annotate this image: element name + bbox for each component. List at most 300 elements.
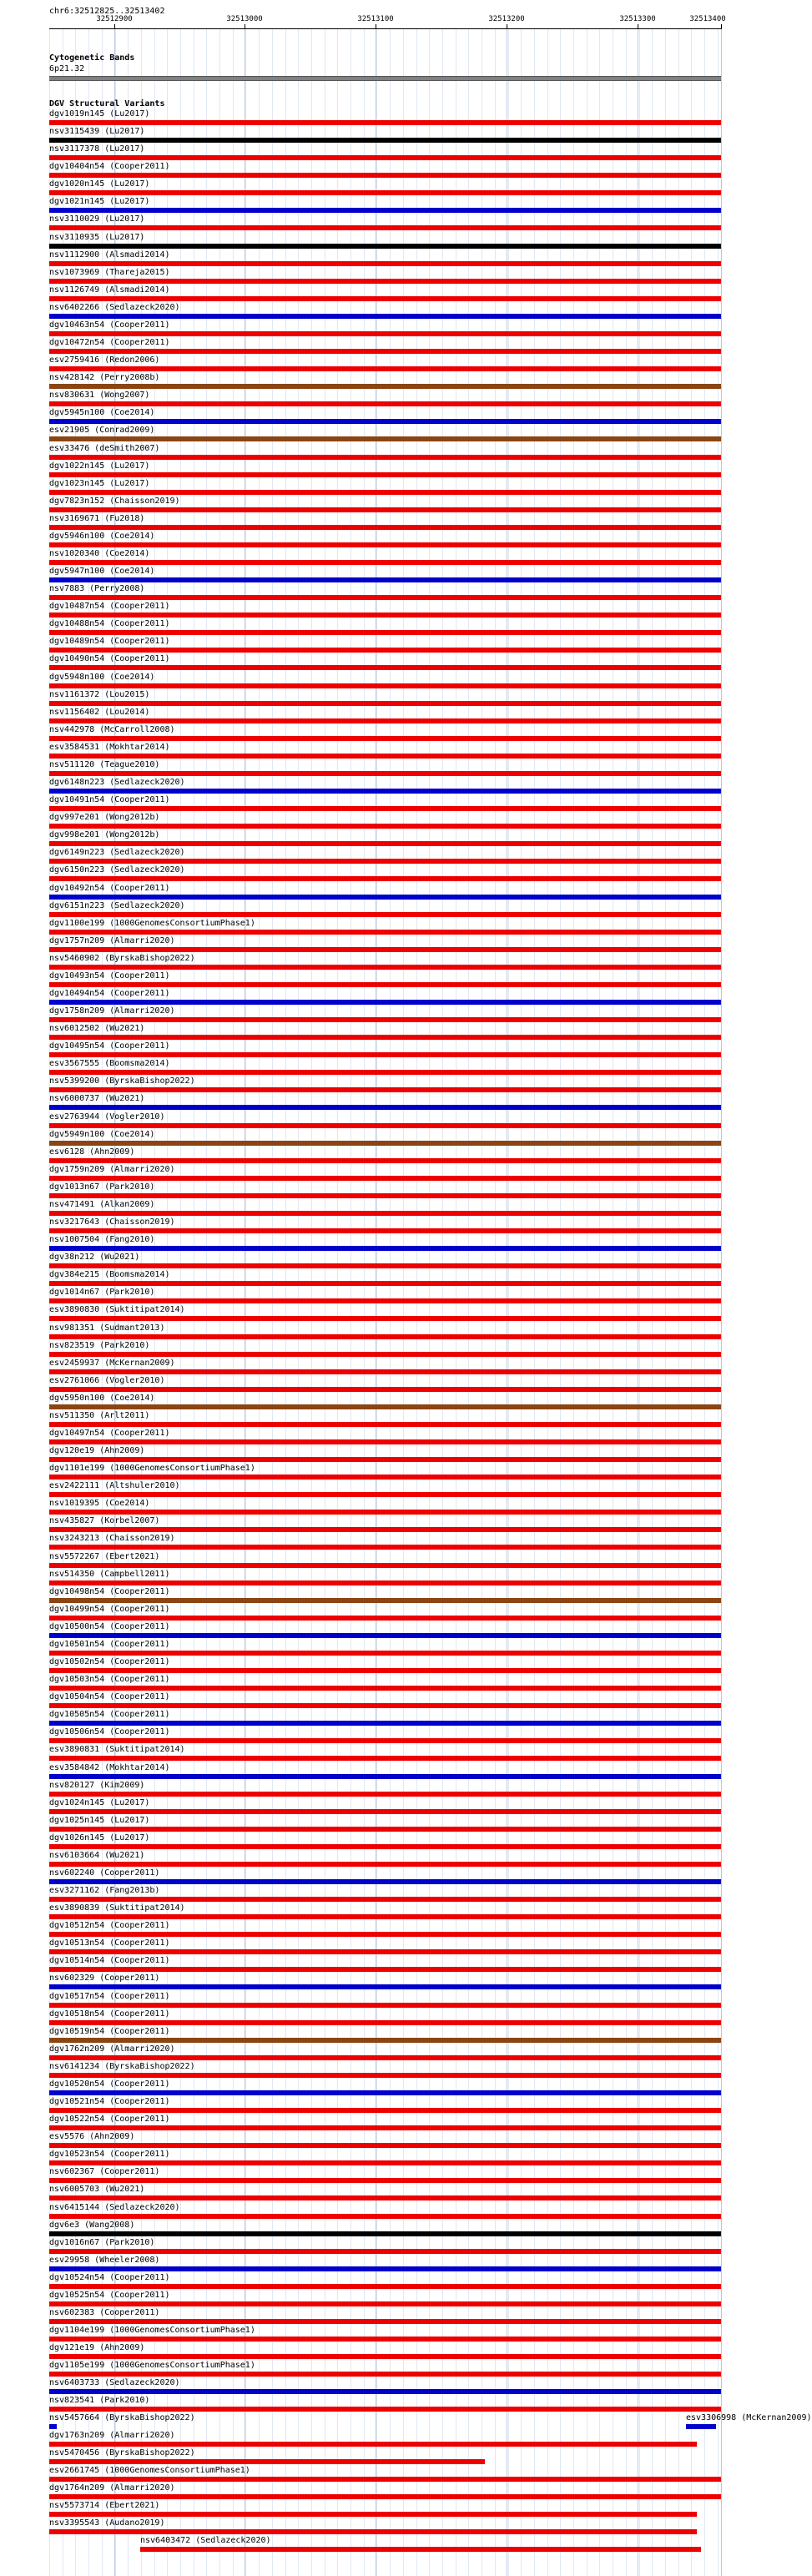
variant-label[interactable]: dgv6149n223 (Sedlazeck2020)	[49, 848, 185, 857]
variant-bar[interactable]	[49, 2424, 57, 2429]
variant-bar[interactable]	[49, 1756, 721, 1761]
variant-bar[interactable]	[49, 1545, 721, 1550]
variant-label[interactable]: nsv5573714 (Ebert2021)	[49, 2501, 160, 2510]
variant-bar[interactable]	[49, 2477, 721, 2482]
variant-bar[interactable]	[49, 1827, 721, 1832]
variant-track-row[interactable]	[0, 1516, 743, 1534]
variant-label[interactable]: esv2759416 (Redon2006)	[49, 355, 160, 365]
variant-label[interactable]: dgv10521n54 (Cooper2011)	[49, 2097, 170, 2106]
variant-label[interactable]: esv6128 (Ahn2009)	[49, 1147, 135, 1157]
variant-bar[interactable]	[49, 1087, 721, 1092]
variant-track-row[interactable]	[0, 2097, 743, 2115]
variant-bar[interactable]	[49, 1281, 721, 1286]
variant-track-row[interactable]	[0, 1147, 743, 1165]
variant-label[interactable]: dgv1104e199 (1000GenomesConsortiumPhase1)	[49, 2326, 255, 2335]
variant-label[interactable]: nsv6403472 (Sedlazeck2020)	[140, 2536, 271, 2545]
variant-track-row[interactable]	[0, 1798, 743, 1816]
variant-track-row[interactable]	[0, 250, 743, 268]
variant-label[interactable]: dgv1105e199 (1000GenomesConsortiumPhase1)	[49, 2361, 255, 2370]
variant-bar[interactable]	[49, 2301, 721, 2306]
variant-label[interactable]: nsv602240 (Cooper2011)	[49, 1868, 160, 1878]
variant-label[interactable]: nsv3169671 (Fu2018)	[49, 514, 145, 523]
variant-track-row[interactable]	[0, 497, 743, 514]
variant-bar[interactable]	[49, 1017, 721, 1022]
variant-track-row[interactable]	[0, 1006, 743, 1024]
variant-bar[interactable]	[49, 1439, 721, 1444]
variant-bar[interactable]	[49, 349, 721, 354]
variant-label[interactable]: nsv3217643 (Chaisson2019)	[49, 1217, 175, 1227]
variant-label[interactable]: dgv10505n54 (Cooper2011)	[49, 1710, 170, 1719]
variant-track-row[interactable]	[0, 285, 743, 303]
variant-track-row[interactable]	[0, 355, 743, 373]
variant-bar[interactable]	[49, 455, 721, 460]
variant-track-row[interactable]	[0, 654, 743, 672]
variant-track-row[interactable]	[0, 1570, 743, 1587]
variant-track-row[interactable]	[0, 2203, 743, 2221]
variant-track-row[interactable]	[0, 848, 743, 865]
variant-track-row[interactable]	[0, 1481, 743, 1499]
variant-label[interactable]: dgv998e201 (Wong2012b)	[49, 830, 160, 839]
variant-bar[interactable]	[49, 2038, 721, 2043]
variant-track-row[interactable]	[0, 637, 743, 654]
variant-bar[interactable]	[49, 401, 721, 406]
variant-track-row[interactable]	[0, 179, 743, 197]
variant-bar[interactable]	[49, 876, 721, 881]
variant-track-row[interactable]	[0, 2273, 743, 2291]
variant-label[interactable]: dgv10501n54 (Cooper2011)	[49, 1640, 170, 1649]
variant-bar[interactable]	[49, 1792, 721, 1797]
variant-label[interactable]: dgv1758n209 (Almarri2020)	[49, 1006, 175, 1016]
variant-bar[interactable]	[49, 2407, 721, 2412]
variant-label[interactable]: esv33476 (deSmith2007)	[49, 444, 160, 453]
variant-label[interactable]: dgv10523n54 (Cooper2011)	[49, 2150, 170, 2159]
variant-bar[interactable]	[49, 2214, 721, 2219]
variant-bar[interactable]	[49, 1598, 721, 1603]
variant-label[interactable]: nsv6012502 (Wu2021)	[49, 1024, 145, 1033]
variant-bar[interactable]	[49, 683, 721, 688]
variant-label[interactable]: esv3271162 (Fang2013b)	[49, 1886, 160, 1895]
variant-bar[interactable]	[49, 2512, 697, 2517]
variant-track-row[interactable]	[0, 2027, 743, 2044]
variant-label[interactable]: dgv1019n145 (Lu2017)	[49, 109, 150, 118]
variant-track-row[interactable]	[0, 1464, 743, 1481]
variant-label[interactable]: dgv7823n152 (Chaisson2019)	[49, 497, 180, 506]
variant-bar[interactable]	[49, 2284, 721, 2289]
variant-label[interactable]: dgv5945n100 (Coe2014)	[49, 408, 155, 417]
variant-label[interactable]: dgv121e19 (Ahn2009)	[49, 2343, 145, 2352]
variant-track-row[interactable]	[0, 1165, 743, 1182]
variant-bar[interactable]	[49, 1070, 721, 1075]
variant-track-row[interactable]	[0, 1903, 743, 1921]
variant-track-row[interactable]	[0, 109, 743, 127]
variant-track-row[interactable]	[0, 1763, 743, 1781]
variant-label[interactable]: esv3890830 (Suktitipat2014)	[49, 1305, 185, 1314]
variant-bar[interactable]	[49, 2195, 721, 2200]
variant-bar[interactable]	[49, 1035, 721, 1040]
variant-track-row[interactable]	[0, 408, 743, 426]
variant-bar[interactable]	[49, 665, 721, 670]
variant-label[interactable]: dgv1024n145 (Lu2017)	[49, 1798, 150, 1807]
variant-track-row[interactable]	[0, 391, 743, 408]
variant-bar[interactable]	[49, 1298, 721, 1303]
variant-track-row[interactable]	[0, 1094, 743, 1112]
variant-label[interactable]: dgv5950n100 (Coe2014)	[49, 1394, 155, 1403]
variant-bar[interactable]	[49, 736, 721, 741]
variant-track-row[interactable]	[0, 1534, 743, 1551]
variant-bar[interactable]	[49, 1527, 721, 1532]
variant-track-row[interactable]	[0, 795, 743, 813]
variant-label[interactable]: dgv1022n145 (Lu2017)	[49, 461, 150, 471]
variant-track-row[interactable]	[0, 2326, 743, 2343]
variant-bar[interactable]	[49, 1651, 721, 1656]
variant-bar[interactable]	[49, 120, 721, 125]
variant-label[interactable]: dgv5946n100 (Coe2014)	[49, 532, 155, 541]
variant-track-row[interactable]	[0, 602, 743, 619]
variant-label[interactable]: dgv1759n209 (Almarri2020)	[49, 1165, 175, 1174]
variant-label[interactable]: nsv1112900 (Alsmadi2014)	[49, 250, 170, 260]
variant-bar[interactable]	[49, 754, 721, 759]
variant-bar[interactable]	[49, 225, 721, 230]
variant-track-row[interactable]	[0, 778, 743, 795]
variant-bar[interactable]	[49, 1809, 721, 1814]
variant-bar[interactable]	[49, 1862, 721, 1867]
variant-bar[interactable]	[49, 1422, 721, 1427]
variant-label[interactable]: nsv3110029 (Lu2017)	[49, 214, 145, 224]
variant-track-row[interactable]	[0, 901, 743, 919]
variant-track-row[interactable]	[0, 1429, 743, 1446]
variant-label[interactable]: nsv5572267 (Ebert2021)	[49, 1552, 160, 1561]
variant-bar[interactable]	[49, 630, 721, 635]
variant-track-row[interactable]	[0, 2062, 743, 2079]
variant-label[interactable]: nsv6103664 (Wu2021)	[49, 1851, 145, 1860]
variant-track-row[interactable]	[0, 338, 743, 355]
variant-label[interactable]: nsv830631 (Wong2007)	[49, 391, 150, 400]
variant-label[interactable]: nsv428142 (Perry2008b)	[49, 373, 160, 382]
variant-bar[interactable]	[49, 2319, 721, 2324]
variant-label[interactable]: dgv1021n145 (Lu2017)	[49, 197, 150, 206]
variant-track-row[interactable]	[0, 1657, 743, 1675]
variant-label[interactable]: nsv511350 (Arlt2011)	[49, 1411, 150, 1420]
variant-label[interactable]: dgv10488n54 (Cooper2011)	[49, 619, 170, 628]
variant-track-row[interactable]	[0, 2448, 743, 2466]
variant-bar[interactable]	[49, 2337, 721, 2342]
variant-bar[interactable]	[49, 2494, 721, 2499]
variant-label[interactable]: esv3306998 (McKernan2009)	[686, 2413, 812, 2422]
variant-track-row[interactable]	[0, 2115, 743, 2132]
variant-bar[interactable]	[49, 2354, 721, 2359]
variant-bar[interactable]	[49, 895, 721, 900]
variant-track-row[interactable]	[0, 1640, 743, 1657]
variant-label[interactable]: nsv3115439 (Lu2017)	[49, 127, 145, 136]
variant-label[interactable]: dgv120e19 (Ahn2009)	[49, 1446, 145, 1455]
variant-track-row[interactable]	[0, 2256, 743, 2273]
variant-track-row[interactable]	[0, 2396, 743, 2413]
variant-track-row[interactable]	[0, 813, 743, 830]
variant-label[interactable]: nsv5470456 (ByrskaBishop2022)	[49, 2448, 195, 2458]
variant-bar[interactable]	[49, 612, 721, 618]
variant-label[interactable]: nsv6402266 (Sedlazeck2020)	[49, 303, 180, 312]
variant-track-row[interactable]	[0, 1499, 743, 1516]
variant-bar[interactable]	[49, 1580, 721, 1585]
variant-track-row[interactable]	[0, 1394, 743, 1411]
variant-track-row[interactable]	[0, 1992, 743, 2009]
variant-label[interactable]: nsv1161372 (Lou2015)	[49, 690, 150, 699]
variant-bar[interactable]	[49, 2125, 721, 2130]
variant-label[interactable]: dgv10487n54 (Cooper2011)	[49, 602, 170, 611]
variant-bar[interactable]	[49, 208, 721, 213]
variant-label[interactable]: nsv6415144 (Sedlazeck2020)	[49, 2203, 180, 2212]
variant-bar[interactable]	[49, 366, 721, 371]
variant-track-row[interactable]	[0, 2483, 743, 2501]
variant-label[interactable]: dgv5947n100 (Coe2014)	[49, 567, 155, 576]
variant-bar[interactable]	[49, 718, 721, 723]
variant-track-row[interactable]	[0, 1781, 743, 1798]
variant-track-row[interactable]	[0, 2185, 743, 2202]
variant-label[interactable]: nsv820127 (Kim2009)	[49, 1781, 145, 1790]
variant-bar[interactable]	[49, 2249, 721, 2254]
variant-track-row[interactable]	[0, 1341, 743, 1359]
variant-bar[interactable]	[49, 2055, 721, 2060]
variant-track-row[interactable]	[0, 2378, 743, 2396]
variant-track-row[interactable]	[0, 1727, 743, 1745]
variant-label[interactable]: nsv511120 (Teague2010)	[49, 760, 160, 769]
variant-bar[interactable]	[49, 2160, 721, 2165]
variant-track-row[interactable]	[0, 444, 743, 461]
variant-bar[interactable]	[49, 965, 721, 970]
variant-bar[interactable]	[49, 1334, 721, 1339]
variant-label[interactable]: dgv1101e199 (1000GenomesConsortiumPhase1)	[49, 1464, 255, 1473]
variant-label[interactable]: esv2422111 (Altshuler2010)	[49, 1481, 180, 1490]
variant-label[interactable]: dgv5949n100 (Coe2014)	[49, 1130, 155, 1139]
variant-bar[interactable]	[49, 490, 721, 495]
variant-bar[interactable]	[49, 1352, 721, 1357]
variant-label[interactable]: nsv981351 (Sudmant2013)	[49, 1323, 165, 1333]
variant-bar[interactable]	[49, 1316, 721, 1321]
variant-label[interactable]: dgv1100e199 (1000GenomesConsortiumPhase1)	[49, 919, 255, 928]
variant-track-row[interactable]	[0, 1305, 743, 1323]
variant-bar[interactable]	[49, 419, 721, 424]
variant-label[interactable]: nsv5399200 (ByrskaBishop2022)	[49, 1076, 195, 1086]
variant-label[interactable]: dgv10513n54 (Cooper2011)	[49, 1938, 170, 1948]
variant-label[interactable]: nsv3117378 (Lu2017)	[49, 144, 145, 154]
variant-label[interactable]: dgv1763n209 (Almarri2020)	[49, 2431, 175, 2440]
variant-label[interactable]: nsv823519 (Park2010)	[49, 1341, 150, 1350]
variant-label[interactable]: esv29958 (Wheeler2008)	[49, 2256, 160, 2265]
variant-label[interactable]: dgv6150n223 (Sedlazeck2020)	[49, 865, 185, 875]
variant-track-row[interactable]	[0, 1446, 743, 1464]
variant-label[interactable]: nsv6141234 (ByrskaBishop2022)	[49, 2062, 195, 2071]
variant-label[interactable]: nsv6000737 (Wu2021)	[49, 1094, 145, 1103]
variant-track-row[interactable]	[0, 2221, 743, 2238]
variant-bar[interactable]	[49, 1105, 721, 1110]
variant-label[interactable]: nsv3243213 (Chaisson2019)	[49, 1534, 175, 1543]
variant-bar[interactable]	[49, 1914, 721, 1919]
variant-track-row[interactable]	[0, 884, 743, 901]
variant-track-row[interactable]	[0, 1710, 743, 1727]
variant-bar[interactable]	[49, 173, 721, 178]
variant-track-row[interactable]	[0, 1886, 743, 1903]
variant-label[interactable]: nsv602367 (Cooper2011)	[49, 2167, 160, 2176]
variant-label[interactable]: dgv10525n54 (Cooper2011)	[49, 2291, 170, 2300]
variant-track-row[interactable]	[0, 619, 743, 637]
variant-track-row[interactable]	[0, 1552, 743, 1570]
variant-track-row[interactable]	[0, 233, 743, 250]
variant-track-row[interactable]	[0, 1833, 743, 1851]
variant-track-row[interactable]	[0, 743, 743, 760]
variant-label[interactable]: dgv6148n223 (Sedlazeck2020)	[49, 778, 185, 787]
variant-bar[interactable]	[140, 2547, 701, 2552]
variant-bar[interactable]	[49, 1176, 721, 1181]
variant-track-row[interactable]	[0, 549, 743, 567]
variant-track-row[interactable]	[0, 989, 743, 1006]
variant-track-row[interactable]	[0, 461, 743, 479]
variant-bar[interactable]	[686, 2424, 716, 2429]
variant-track-row[interactable]	[0, 479, 743, 497]
variant-bar[interactable]	[49, 261, 721, 266]
variant-bar[interactable]	[49, 1949, 721, 1954]
variant-track-row[interactable]	[0, 1359, 743, 1376]
variant-label[interactable]: esv3584842 (Mokhtar2014)	[49, 1763, 170, 1772]
variant-bar[interactable]	[49, 701, 721, 706]
variant-bar[interactable]	[49, 2529, 697, 2534]
variant-bar[interactable]	[49, 577, 721, 582]
variant-label[interactable]: dgv10472n54 (Cooper2011)	[49, 338, 170, 347]
variant-bar[interactable]	[49, 2090, 721, 2095]
variant-track-row[interactable]	[0, 127, 743, 144]
variant-label[interactable]: esv21905 (Conrad2009)	[49, 426, 155, 435]
variant-bar[interactable]	[49, 2459, 485, 2464]
variant-label[interactable]: dgv997e201 (Wong2012b)	[49, 813, 160, 822]
variant-label[interactable]: nsv1073969 (Thareja2015)	[49, 268, 170, 277]
variant-bar[interactable]	[49, 2108, 721, 2113]
variant-label[interactable]: nsv602329 (Cooper2011)	[49, 1974, 160, 1983]
variant-label[interactable]: dgv38n212 (Wu2021)	[49, 1253, 140, 1262]
variant-track-row[interactable]	[0, 1622, 743, 1640]
variant-label[interactable]: dgv10520n54 (Cooper2011)	[49, 2079, 170, 2089]
variant-label[interactable]: dgv10498n54 (Cooper2011)	[49, 1587, 170, 1596]
variant-bar[interactable]	[49, 982, 721, 987]
variant-label[interactable]: dgv10494n54 (Cooper2011)	[49, 989, 170, 998]
variant-label[interactable]: nsv3110935 (Lu2017)	[49, 233, 145, 242]
cytoband-label[interactable]: 6p21.32	[49, 64, 85, 73]
variant-label[interactable]: esv3584531 (Mokhtar2014)	[49, 743, 170, 752]
variant-bar[interactable]	[49, 595, 721, 600]
variant-bar[interactable]	[49, 1404, 721, 1409]
variant-bar[interactable]	[49, 648, 721, 653]
variant-track-row[interactable]	[0, 1041, 743, 1059]
variant-bar[interactable]	[49, 1123, 721, 1128]
variant-label[interactable]: dgv1023n145 (Lu2017)	[49, 479, 150, 488]
variant-bar[interactable]	[49, 859, 721, 864]
variant-track-row[interactable]	[0, 1182, 743, 1200]
variant-label[interactable]: esv3890831 (Suktitipat2014)	[49, 1745, 185, 1754]
variant-label[interactable]: dgv10504n54 (Cooper2011)	[49, 1692, 170, 1701]
variant-label[interactable]: dgv384e215 (Boomsma2014)	[49, 1270, 170, 1279]
variant-track-row[interactable]	[0, 373, 743, 391]
variant-label[interactable]: dgv1762n209 (Almarri2020)	[49, 2044, 175, 2054]
variant-label[interactable]: nsv435827 (Korbel2007)	[49, 1516, 160, 1525]
variant-label[interactable]: nsv514350 (Campbell2011)	[49, 1570, 170, 1579]
variant-bar[interactable]	[49, 1000, 721, 1005]
variant-track-row[interactable]	[0, 1411, 743, 1429]
variant-bar[interactable]	[49, 1193, 721, 1198]
variant-label[interactable]: dgv10524n54 (Cooper2011)	[49, 2273, 170, 2282]
variant-track-row[interactable]	[0, 1921, 743, 1938]
variant-track-row[interactable]	[0, 830, 743, 848]
variant-track-row[interactable]	[0, 2150, 743, 2167]
variant-label[interactable]: esv2761066 (Vogler2010)	[49, 1376, 165, 1385]
variant-track-row[interactable]	[0, 532, 743, 549]
variant-track-row[interactable]	[0, 144, 743, 162]
variant-bar[interactable]	[49, 507, 721, 512]
variant-bar[interactable]	[49, 138, 721, 143]
variant-label[interactable]: dgv10517n54 (Cooper2011)	[49, 1992, 170, 2001]
variant-label[interactable]: esv2763944 (Vogler2010)	[49, 1112, 165, 1122]
variant-bar[interactable]	[49, 1897, 721, 1902]
variant-bar[interactable]	[49, 824, 721, 829]
variant-track-row[interactable]	[0, 1745, 743, 1762]
variant-track-row[interactable]	[0, 919, 743, 936]
variant-bar[interactable]	[49, 1633, 721, 1638]
variant-label[interactable]: dgv10522n54 (Cooper2011)	[49, 2115, 170, 2124]
variant-label[interactable]: dgv10492n54 (Cooper2011)	[49, 884, 170, 893]
variant-track-row[interactable]	[0, 2079, 743, 2097]
variant-label[interactable]: nsv602383 (Cooper2011)	[49, 2308, 160, 2317]
variant-track-row[interactable]	[0, 760, 743, 778]
variant-track-row[interactable]	[0, 708, 743, 725]
variant-track-row[interactable]	[0, 725, 743, 743]
variant-label[interactable]: nsv3395543 (Audano2019)	[49, 2518, 165, 2528]
variant-track-row[interactable]	[0, 936, 743, 954]
variant-label[interactable]: dgv1764n209 (Almarri2020)	[49, 2483, 175, 2493]
variant-label[interactable]: dgv1014n67 (Park2010)	[49, 1288, 155, 1297]
variant-bar[interactable]	[49, 930, 721, 935]
variant-label[interactable]: dgv1020n145 (Lu2017)	[49, 179, 150, 189]
variant-bar[interactable]	[49, 1844, 721, 1849]
cytoband-bar[interactable]	[49, 76, 721, 81]
variant-bar[interactable]	[49, 525, 721, 530]
variant-bar[interactable]	[49, 155, 721, 160]
variant-label[interactable]: dgv10519n54 (Cooper2011)	[49, 2027, 170, 2036]
variant-track-row[interactable]	[0, 1376, 743, 1394]
variant-bar[interactable]	[49, 2372, 721, 2377]
variant-track-row[interactable]	[0, 1059, 743, 1076]
variant-track-row[interactable]	[0, 514, 743, 532]
variant-bar[interactable]	[49, 190, 721, 195]
variant-bar[interactable]	[49, 1228, 721, 1233]
variant-bar[interactable]	[49, 384, 721, 389]
variant-bar[interactable]	[49, 560, 721, 565]
variant-label[interactable]: nsv6403733 (Sedlazeck2020)	[49, 2378, 180, 2387]
variant-track-row[interactable]	[0, 2431, 743, 2448]
variant-track-row[interactable]	[0, 303, 743, 320]
variant-bar[interactable]	[49, 771, 721, 776]
variant-track-row[interactable]	[0, 1868, 743, 1886]
variant-label[interactable]: nsv1156402 (Lou2014)	[49, 708, 150, 717]
variant-label[interactable]: esv5576 (Ahn2009)	[49, 2132, 135, 2141]
variant-label[interactable]: dgv10489n54 (Cooper2011)	[49, 637, 170, 646]
variant-track-row[interactable]	[0, 1217, 743, 1235]
variant-track-row[interactable]	[0, 673, 743, 690]
variant-bar[interactable]	[49, 1369, 721, 1374]
variant-label[interactable]: nsv1007504 (Fang2010)	[49, 1235, 155, 1244]
variant-label[interactable]: nsv6005703 (Wu2021)	[49, 2185, 145, 2194]
variant-track-row[interactable]	[0, 1605, 743, 1622]
variant-bar[interactable]	[49, 1563, 721, 1568]
variant-bar[interactable]	[49, 2231, 721, 2236]
variant-bar[interactable]	[49, 472, 721, 477]
variant-bar[interactable]	[49, 2073, 721, 2078]
